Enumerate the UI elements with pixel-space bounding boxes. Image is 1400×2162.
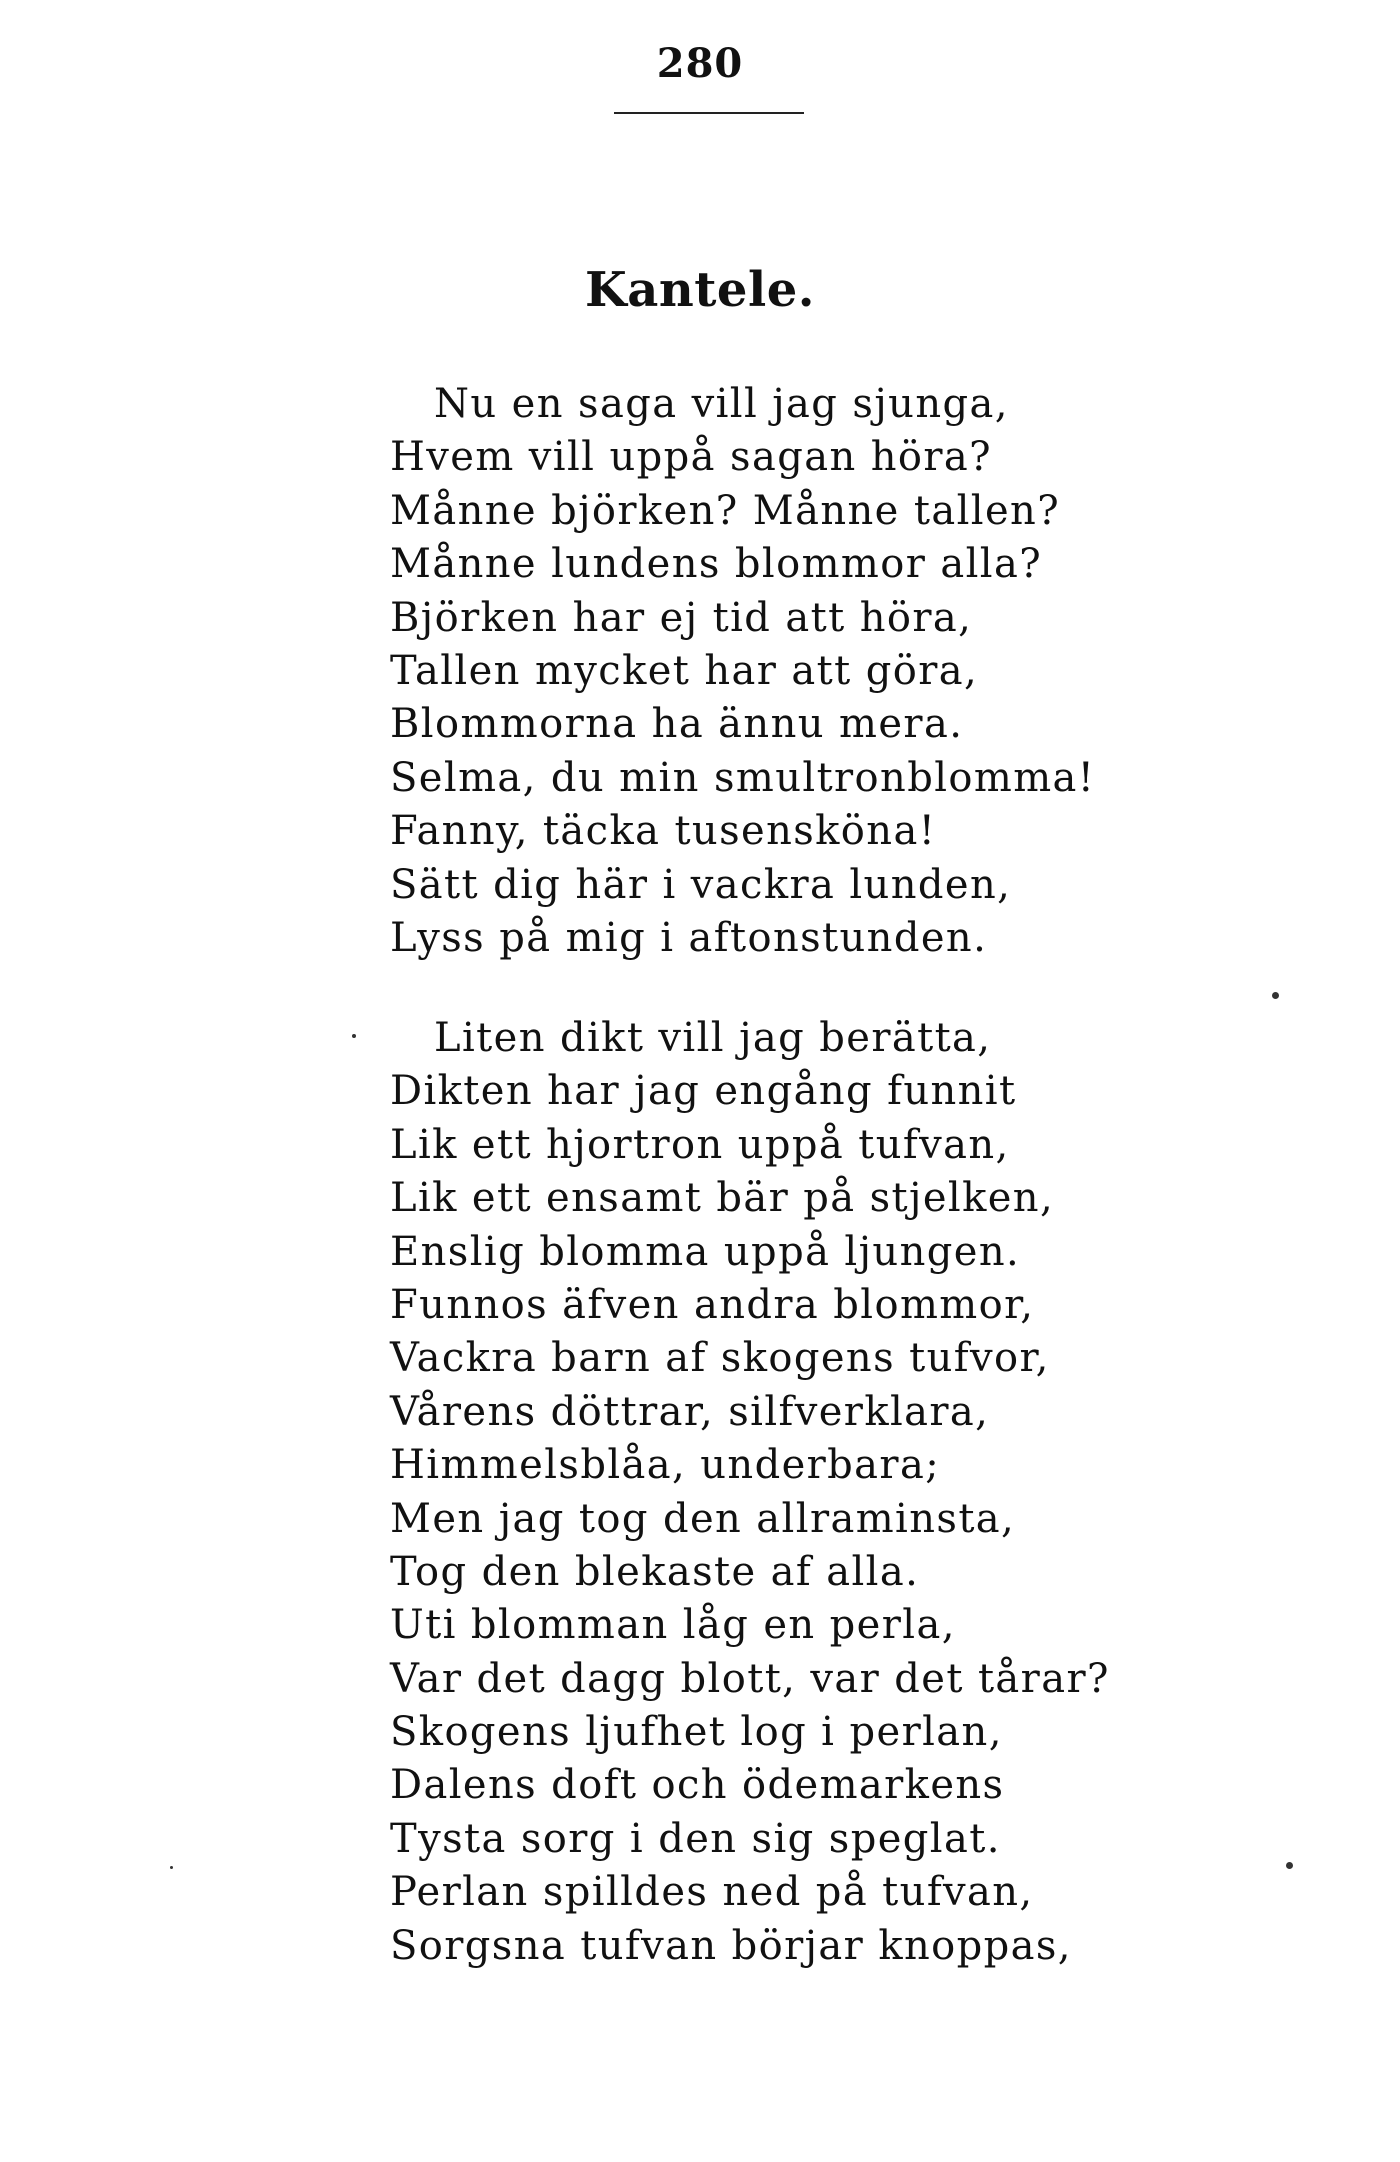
poem-line: Hvem vill uppå sagan höra? bbox=[390, 434, 992, 481]
header-rule bbox=[614, 112, 804, 114]
poem-line: Fanny, täcka tusensköna! bbox=[390, 808, 937, 855]
poem-line: Liten dikt vill jag berätta, bbox=[434, 1015, 992, 1061]
poem-line: Skogens ljufhet log i perlan, bbox=[390, 1709, 1003, 1756]
poem-line: Uti blomman låg en perla, bbox=[390, 1602, 956, 1649]
poem-line: Perlan spilldes ned på tufvan, bbox=[390, 1869, 1034, 1916]
poem-line: Var det dagg blott, var det tårar? bbox=[390, 1655, 1110, 1702]
poem-line: Månne björken? Månne tallen? bbox=[390, 487, 1061, 534]
poem-line: Himmelsblåa, underbara; bbox=[390, 1442, 941, 1489]
poem-line: Men jag tog den allraminsta, bbox=[390, 1495, 1016, 1542]
print-speck bbox=[352, 1034, 356, 1038]
poem-line: Tallen mycket har att göra, bbox=[390, 647, 979, 694]
poem-title: Kantele. bbox=[585, 262, 815, 318]
page-number: 280 bbox=[656, 40, 744, 87]
print-speck bbox=[170, 1866, 173, 1869]
stanza-2 bbox=[390, 1012, 1110, 1973]
poem-line: Nu en saga vill jag sjunga, bbox=[434, 381, 1009, 427]
print-speck bbox=[1286, 1862, 1293, 1869]
poem-line: Vackra barn af skogens tufvor, bbox=[390, 1335, 1050, 1382]
poem-line: Selma, du min smultronblomma! bbox=[390, 754, 1096, 801]
poem-line: Månne lundens blommor alla? bbox=[390, 541, 1043, 588]
print-speck bbox=[1272, 992, 1279, 999]
poem-line: Funnos äfven andra blommor, bbox=[390, 1281, 1035, 1328]
poem-line: Dalens doft och ödemarkens bbox=[390, 1762, 1005, 1809]
poem-line: Lyss på mig i aftonstunden. bbox=[390, 914, 988, 961]
poem-line: Björken har ej tid att höra, bbox=[390, 594, 973, 641]
poem-line: Lik ett hjortron uppå tufvan, bbox=[390, 1121, 1010, 1168]
poem-line: Tysta sorg i den sig speglat. bbox=[390, 1815, 1001, 1862]
poem-line: Tog den blekaste af alla. bbox=[390, 1548, 920, 1595]
poem-line: Lik ett ensamt bär på stjelken, bbox=[390, 1175, 1055, 1222]
poem-line: Enslig blomma uppå ljungen. bbox=[390, 1228, 1021, 1275]
poem-line: Blommorna ha ännu mera. bbox=[390, 701, 964, 748]
poem-line: Dikten har jag engång funnit bbox=[390, 1068, 1017, 1115]
poem-line: Sorgsna tufvan börjar knoppas, bbox=[390, 1922, 1072, 1969]
stanza-1 bbox=[390, 378, 1095, 965]
poem-line: Vårens döttrar, silfverklara, bbox=[390, 1388, 990, 1435]
poem-line: Sätt dig här i vackra lunden, bbox=[390, 861, 1012, 908]
